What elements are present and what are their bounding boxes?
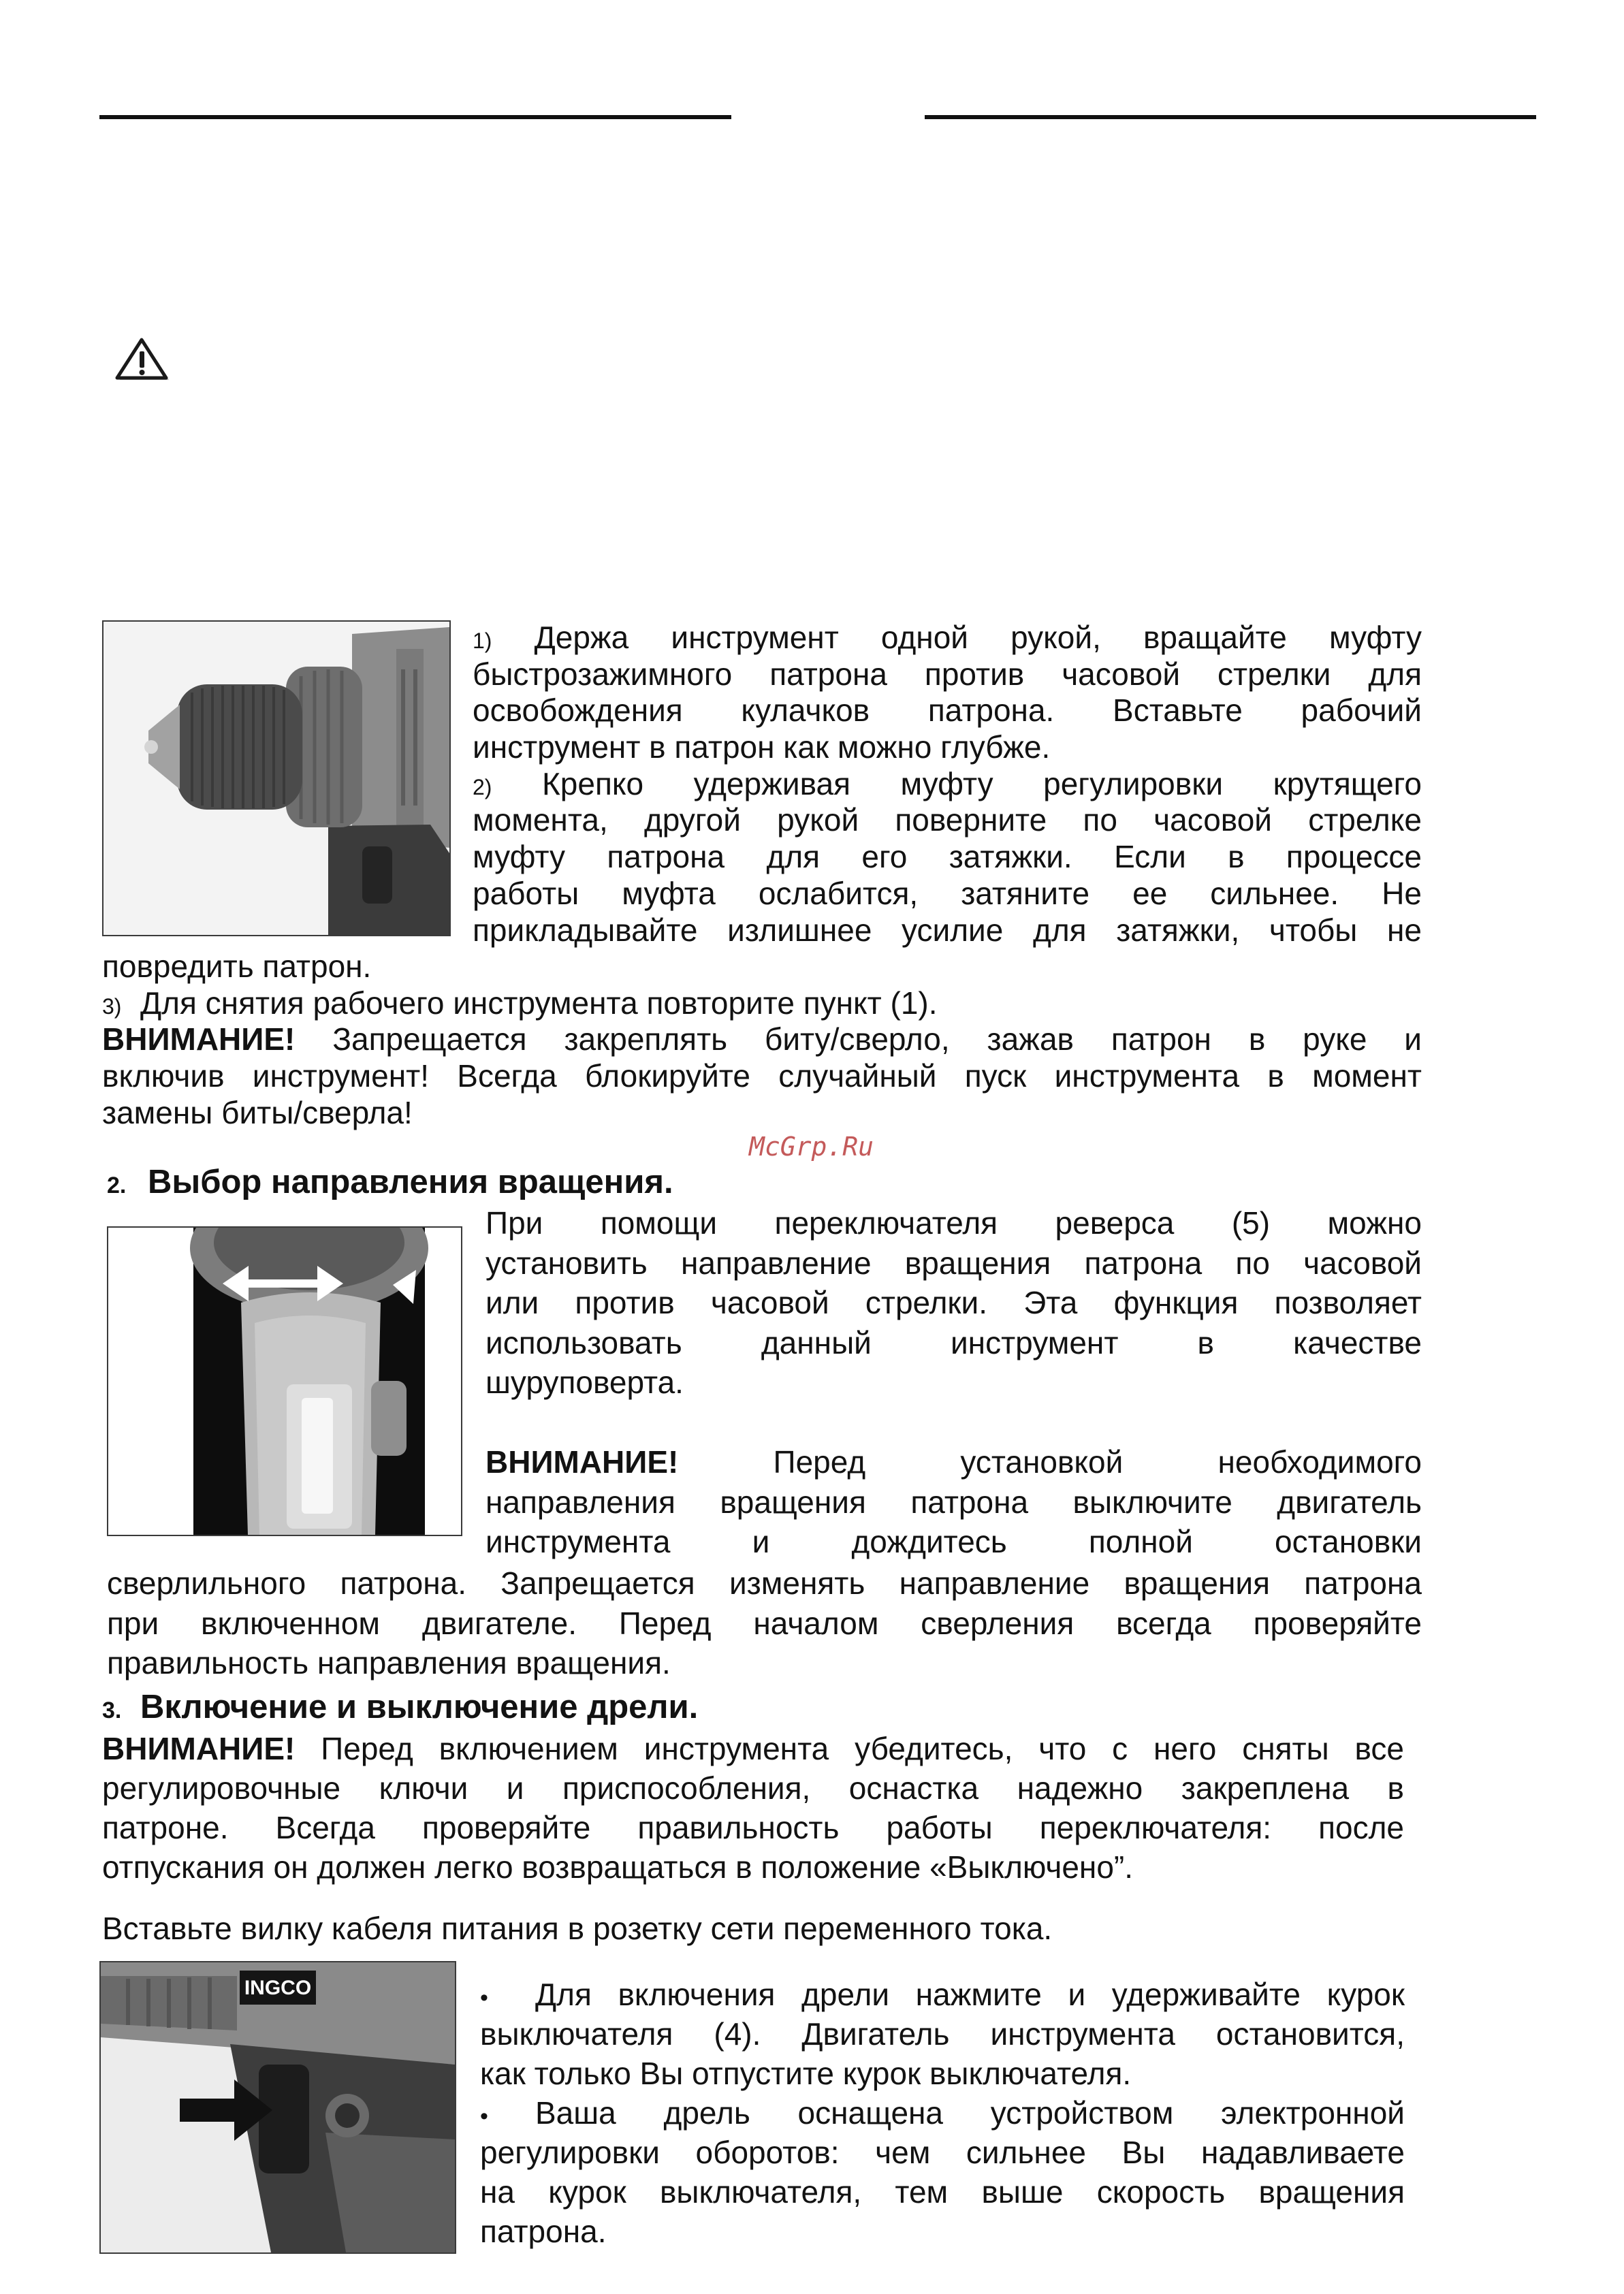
- line-text: быстрозажимного патрона против часовой стрелки для: [473, 656, 1422, 692]
- text-line: [473, 766, 1422, 803]
- line-text: Перед включением инструмента убедитесь, что с него сняты все: [321, 1731, 1404, 1766]
- line-text: или против часовой стрелки. Эта функция позволяет: [485, 1285, 1422, 1321]
- warning-label: ВНИМАНИЕ!: [102, 1021, 296, 1057]
- line-text: При помощи переключателя реверса (5) можно: [485, 1205, 1422, 1241]
- header-rule-left: [99, 115, 731, 119]
- text-line: [102, 1729, 1404, 1768]
- step-number: 3): [102, 993, 122, 1019]
- step-3-and-warning: [102, 949, 1422, 1131]
- text-line: [485, 1482, 1422, 1523]
- chuck-photo: [102, 620, 451, 936]
- trigger-photo: [99, 1961, 456, 2254]
- text-line: [473, 692, 1422, 729]
- text-line: [473, 912, 1422, 949]
- line-text: установить направление вращения патрона по часовой: [485, 1245, 1422, 1281]
- line-text: прикладывайте излишнее усилие для затяжки, чтобы не: [473, 912, 1422, 948]
- line-text: отпускания он должен легко возвращаться в положение «Выключено”.: [102, 1849, 1134, 1885]
- line-text: инструмента и дождитесь полной остановки: [485, 1524, 1422, 1560]
- text-line: [480, 2212, 1405, 2251]
- text-line: [473, 620, 1422, 656]
- reverse-switch-photo: [107, 1226, 462, 1536]
- warning-triangle-icon: [114, 338, 170, 383]
- watermark: McGrp.Ru: [749, 1132, 874, 1162]
- text-line: [102, 1058, 1422, 1095]
- line-text: освобождения кулачков патрона. Вставьте рабочий: [473, 692, 1422, 729]
- text-line: [480, 2133, 1405, 2172]
- line-text: муфту патрона для его затяжки. Если в процессе: [473, 839, 1422, 875]
- line-text: при включенном двигателе. Перед началом сверления всегда проверяйте: [107, 1605, 1422, 1641]
- text-line: [480, 2014, 1405, 2054]
- line-text: выключателя (4). Двигатель инструмента остановится,: [480, 2016, 1405, 2052]
- reverse-warning-continued: [107, 1563, 1422, 1683]
- line-text: Ваша дрель оснащена устройством электронной: [535, 2095, 1405, 2131]
- step-number: 2): [473, 774, 492, 799]
- text-line: [102, 1847, 1404, 1887]
- list-item: [480, 1975, 1405, 2014]
- line-text: шуруповерта.: [485, 1365, 684, 1401]
- blank-line: [485, 1403, 1422, 1443]
- text-line: [473, 656, 1422, 693]
- line-text: замены биты/сверла!: [102, 1094, 413, 1130]
- line-text: правильность направления вращения.: [107, 1645, 671, 1681]
- text-line: [485, 1243, 1422, 1284]
- text-line: [480, 2172, 1405, 2212]
- section-number: 2.: [107, 1173, 127, 1198]
- line-text: на курок выключателя, тем выше скорость вращения: [480, 2174, 1405, 2210]
- line-text: момента, другой рукой поверните по часовой стрелке: [473, 802, 1422, 838]
- line-text: работы муфта ослабится, затяните ее сильнее. Не: [473, 875, 1422, 911]
- line-text: патроне. Всегда проверяйте правильность работы переключателя: после: [102, 1810, 1404, 1845]
- step-number: 1): [473, 628, 492, 653]
- text-line: [485, 1363, 1422, 1403]
- text-line: [473, 729, 1422, 766]
- text-line: [102, 985, 1422, 1022]
- text-line: [102, 1808, 1404, 1847]
- line-text: сверлильного патрона. Запрещается изменять направление вращения патрона: [107, 1565, 1422, 1601]
- text-line: [485, 1203, 1422, 1243]
- bullet: •: [480, 2103, 488, 2129]
- text-line: [473, 839, 1422, 876]
- text-line: [485, 1323, 1422, 1363]
- section-title: Включение и выключение дрели.: [140, 1689, 699, 1725]
- section-2-heading: [107, 1162, 673, 1202]
- warning-label: ВНИМАНИЕ!: [485, 1444, 679, 1480]
- warning-label: ВНИМАНИЕ!: [102, 1731, 296, 1766]
- text-line: [473, 802, 1422, 839]
- line-text: регулировки оборотов: чем сильнее Вы надавливаете: [480, 2135, 1405, 2170]
- ingco-logo: INGCO: [244, 1977, 312, 1999]
- switch-bullets: [480, 1975, 1405, 2251]
- line-text: Для включения дрели нажмите и удерживайте курок: [535, 1977, 1405, 2012]
- text-line: [485, 1283, 1422, 1323]
- text-line: [102, 1768, 1404, 1808]
- line-text: Перед установкой необходимого: [773, 1444, 1422, 1480]
- text-line: [473, 876, 1422, 912]
- text-line: [480, 2054, 1405, 2093]
- line-text: Вставьте вилку кабеля питания в розетку сети переменного тока.: [102, 1911, 1053, 1946]
- line-text: использовать данный инструмент в качестве: [485, 1324, 1422, 1360]
- line-text: Держа инструмент одной рукой, вращайте муфту: [534, 620, 1422, 655]
- line-text: Крепко удерживая муфту регулировки крутящего: [542, 765, 1422, 801]
- line-text: патрона.: [480, 2214, 607, 2249]
- line-text: инструмент в патрон как можно глубже.: [473, 729, 1051, 765]
- line-text: Запрещается закреплять биту/сверло, зажав патрон в руке и: [332, 1021, 1422, 1057]
- text-line: [485, 1522, 1422, 1562]
- line-text: включив инструмент! Всегда блокируйте случайный пуск инструмента в момент: [102, 1058, 1422, 1094]
- bullet: •: [480, 1985, 488, 2011]
- text-line: [102, 949, 1422, 985]
- line-text: как только Вы отпустите курок выключателя.: [480, 2056, 1132, 2091]
- section-3-heading: [102, 1687, 698, 1727]
- header-rule-right: [925, 115, 1536, 119]
- text-line: [102, 1095, 1422, 1132]
- line-text: Для снятия рабочего инструмента повторите пункт (1).: [140, 985, 938, 1021]
- text-line: [107, 1604, 1422, 1644]
- line-text: регулировочные ключи и приспособления, оснастка надежно закреплена в: [102, 1770, 1404, 1806]
- line-text: направления вращения патрона выключите двигатель: [485, 1484, 1422, 1520]
- line-text: повредить патрон.: [102, 949, 372, 984]
- text-line: [102, 1909, 1404, 1948]
- reverse-text: [485, 1203, 1422, 1562]
- list-item: [480, 2093, 1405, 2133]
- section-title: Выбор направления вращения.: [148, 1164, 673, 1200]
- plug-instruction: [102, 1909, 1404, 1948]
- steps-1-2-text: [473, 620, 1422, 949]
- text-line: [107, 1643, 1422, 1683]
- text-line: [102, 1021, 1422, 1058]
- text-line: [107, 1563, 1422, 1604]
- switch-warning-text: [102, 1729, 1404, 1887]
- section-number: 3.: [102, 1698, 122, 1723]
- text-line: [485, 1442, 1422, 1482]
